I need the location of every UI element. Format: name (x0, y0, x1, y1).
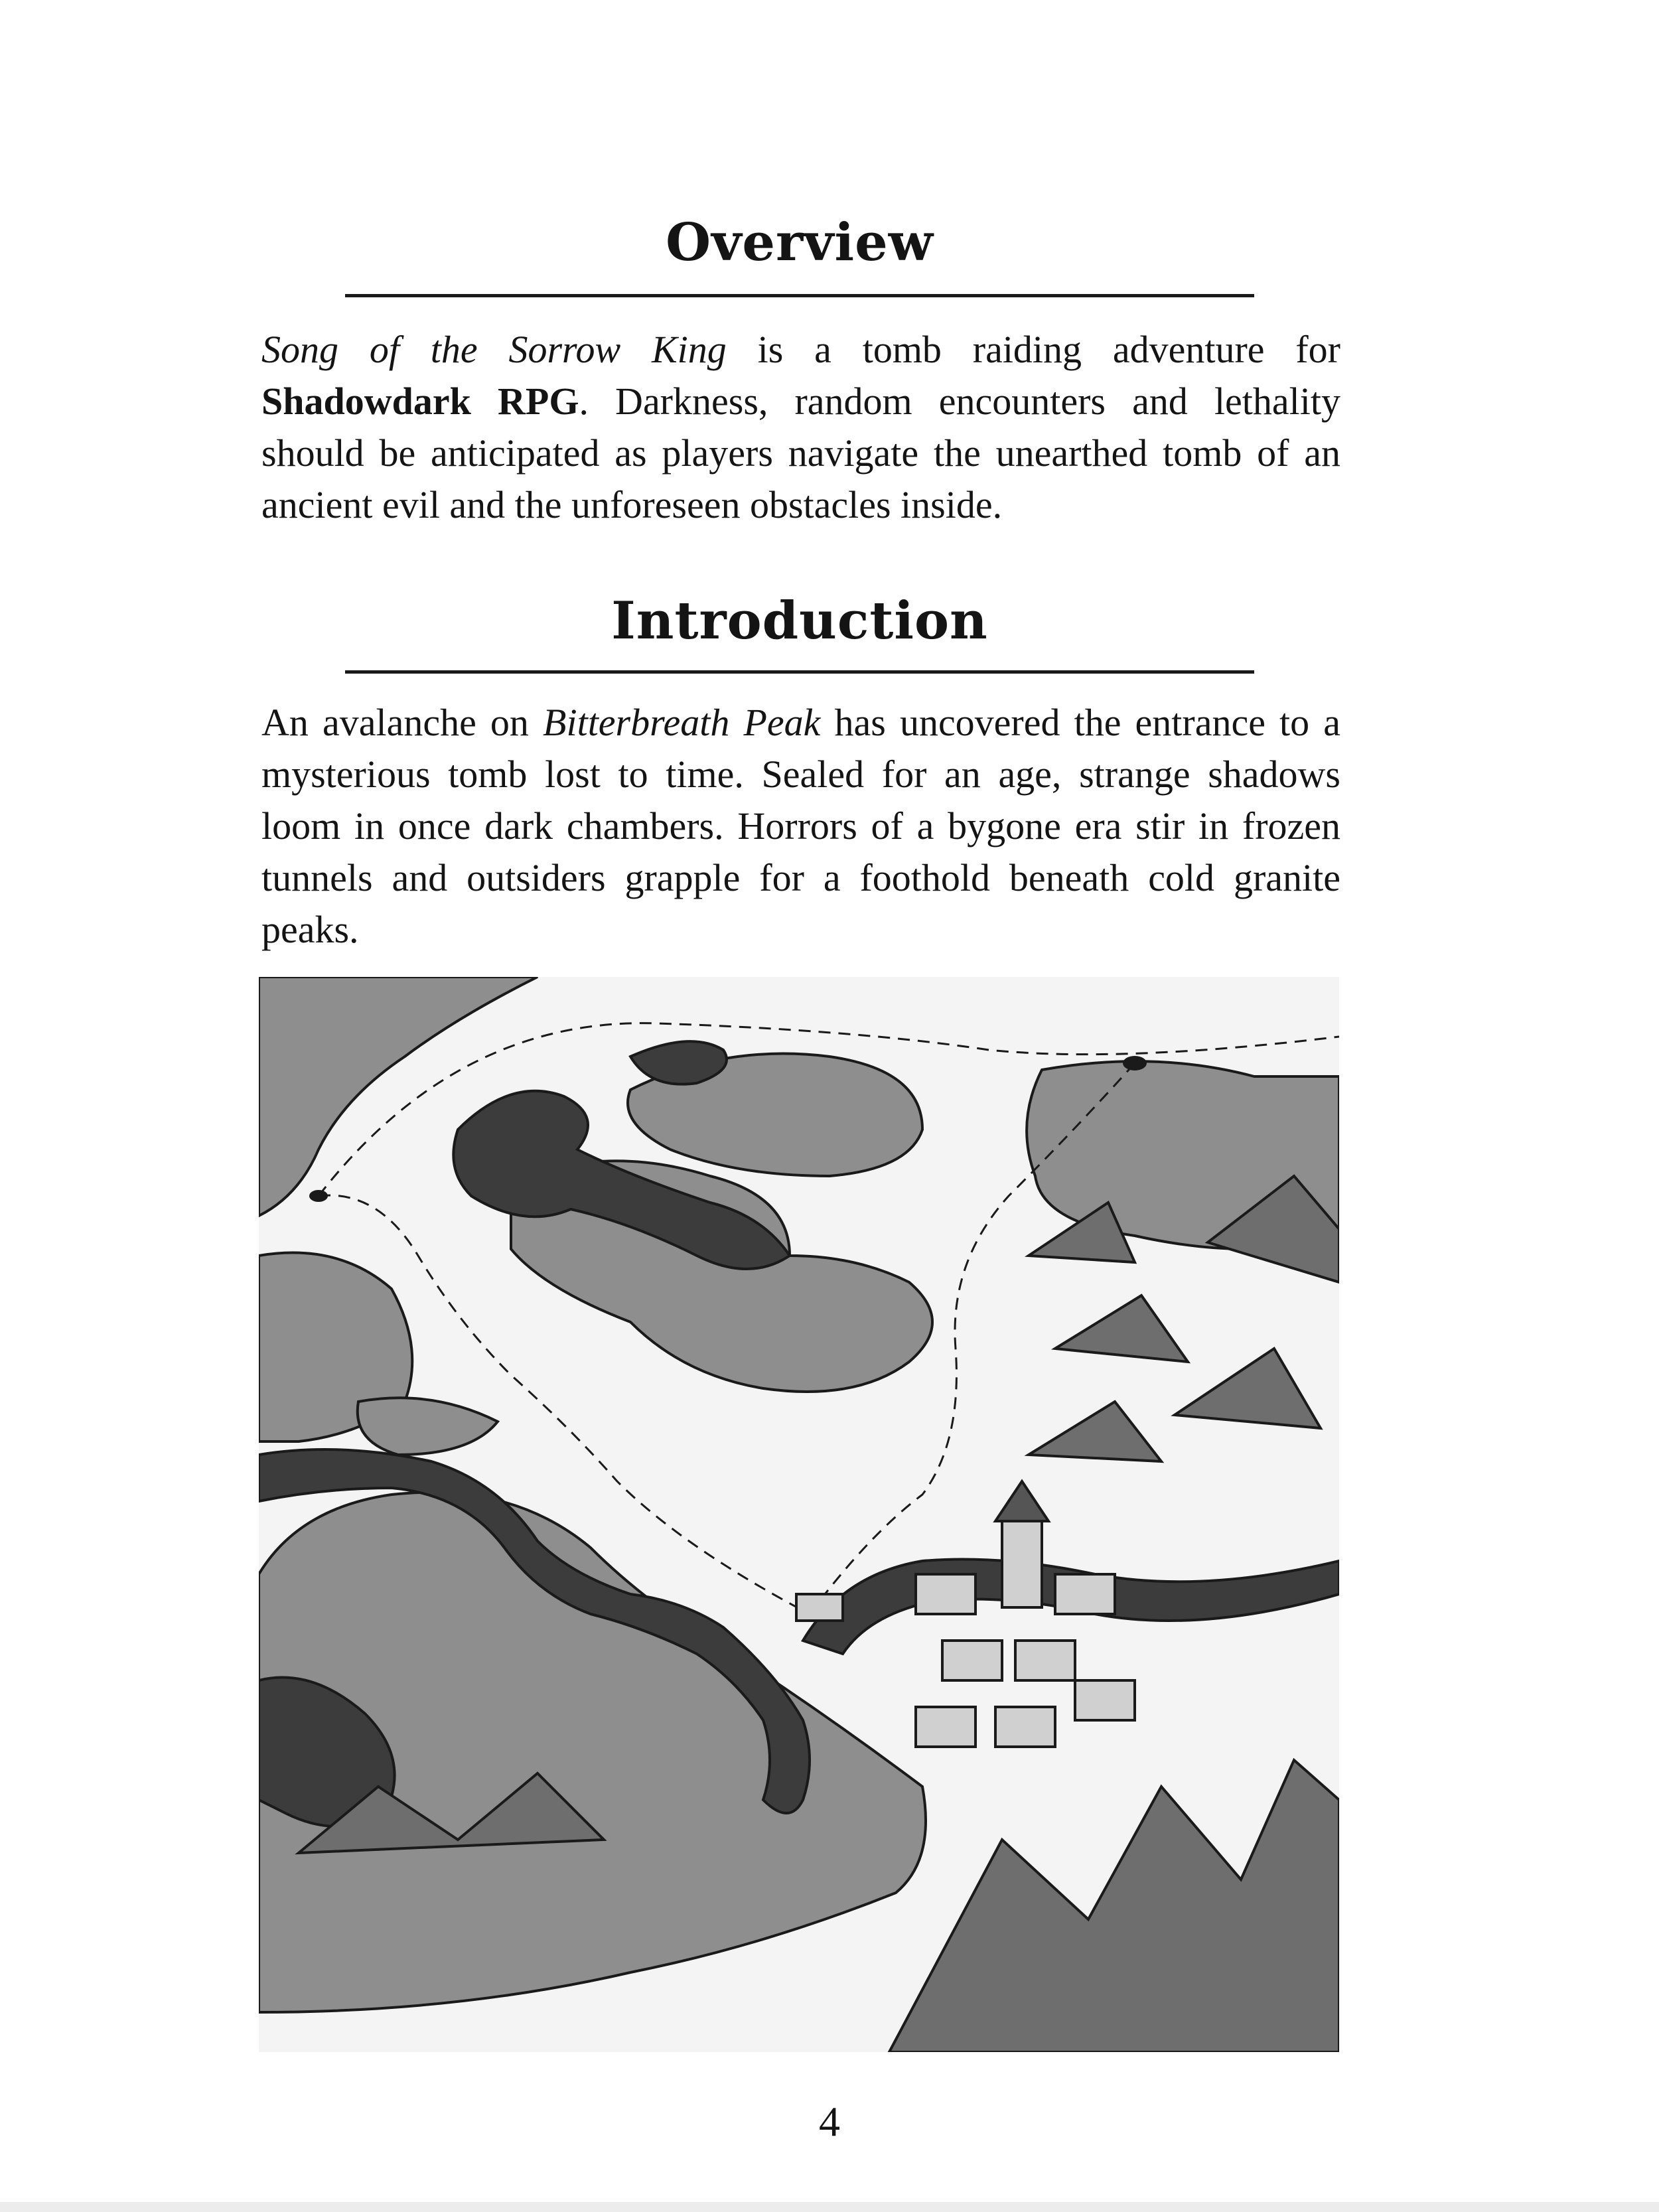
town-house-4 (1015, 1641, 1075, 1680)
overview-heading: Overview (666, 212, 934, 273)
town-house-5 (916, 1707, 975, 1747)
bridge (796, 1594, 843, 1621)
page-number: 4 (819, 2098, 840, 2145)
town-house-7 (1075, 1680, 1135, 1720)
waypoint-northeast (1123, 1056, 1147, 1070)
introduction-heading: Introduction (611, 591, 988, 651)
town-house-6 (995, 1707, 1055, 1747)
town-tower (1002, 1521, 1042, 1607)
introduction-divider (345, 670, 1254, 674)
overview-text-a: is a tomb raiding adventure for (726, 328, 1340, 371)
game-system-name: Shadowdark RPG (261, 380, 579, 423)
town-house-1 (916, 1574, 975, 1614)
adventure-title: Song of the Sorrow King (261, 328, 727, 371)
region-map-illustration (259, 977, 1339, 2052)
overview-divider (345, 294, 1254, 297)
overview-paragraph (261, 324, 1340, 531)
place-name: Bitterbreath Peak (543, 701, 821, 744)
introduction-text-a: An avalanche on (261, 701, 543, 744)
introduction-paragraph (261, 697, 1340, 956)
introduction-text-b: has uncovered the entrance to a mysterious tomb lost to time. Sealed for an age, strange shadows loom in once dark chambers. Horrors of a bygone era stir in frozen tunnels and outsiders grapple for a foothold beneath cold granite peaks. (261, 701, 1341, 951)
town-house-2 (1055, 1574, 1115, 1614)
map-drawing (259, 977, 1339, 2052)
waypoint-west (309, 1190, 328, 1202)
town-house-3 (942, 1641, 1002, 1680)
overview-text-b: . Darkness, random encounters and lethality should be anticipated as players navigate the unearthed tomb of an ancient evil and the unforeseen obstacles inside. (261, 380, 1341, 526)
page-bottom-edge (0, 2202, 1659, 2212)
